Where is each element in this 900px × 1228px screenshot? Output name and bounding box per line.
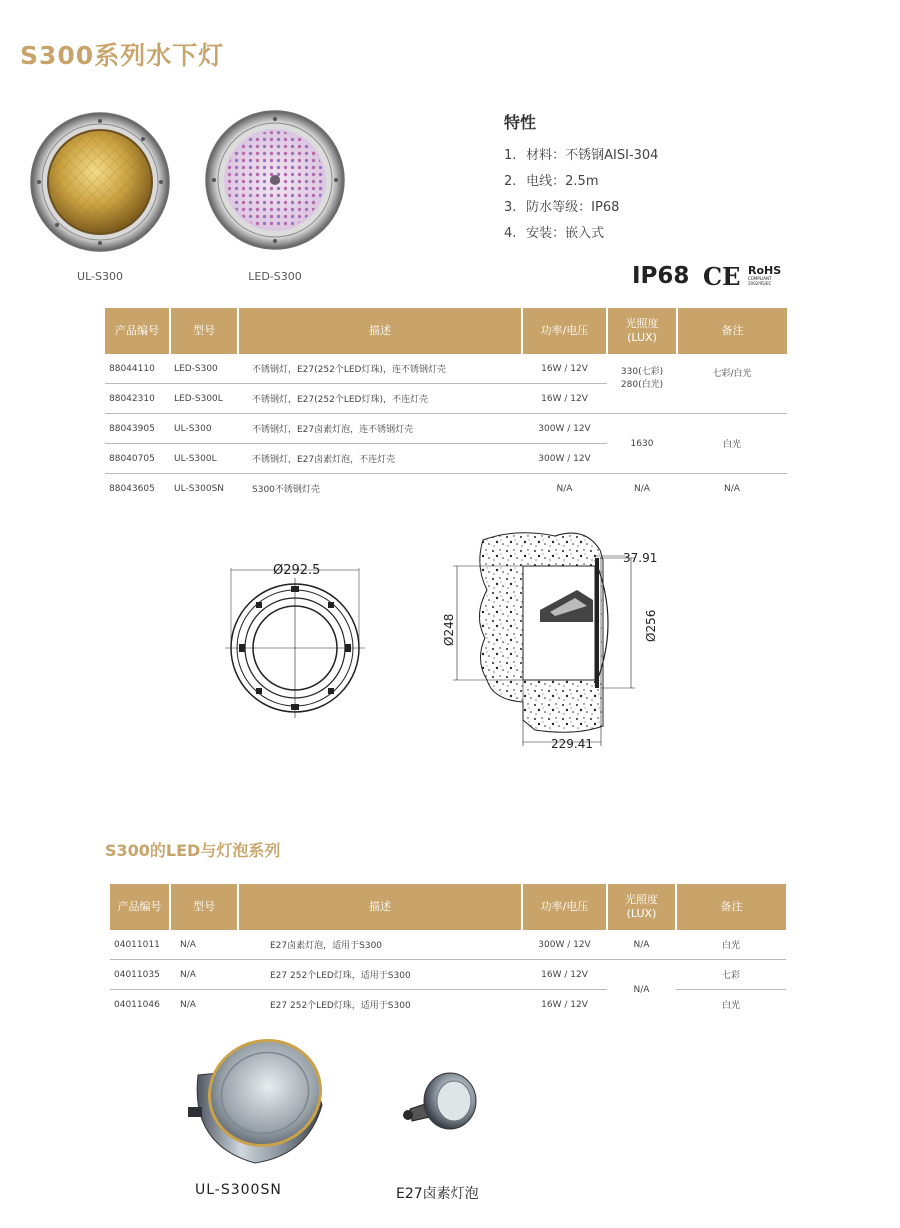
header-power: 功率/电压: [522, 308, 607, 354]
table-header-row: [105, 308, 787, 354]
table-row: 04011035 N/A E27 252个LED灯珠，适用于S300 16W / 12V N/A 七彩: [110, 960, 786, 990]
table-row: 04011046 N/A E27 252个LED灯珠，适用于S300 16W / 12V 白光: [114, 999, 740, 1011]
header-code: 产品编号: [105, 308, 170, 354]
rohs-mark-icon: RoHS COMPLIANT 2002/95/EC: [748, 264, 782, 286]
spec-table-s300: [105, 308, 787, 503]
dim-height-right: Ø256: [644, 609, 658, 642]
section2-title: S300的LED与灯泡系列: [105, 841, 281, 860]
feature-item: 2. 电线：2.5m: [504, 174, 599, 189]
side-view: [453, 533, 635, 746]
product-caption-led-s300: LED-S300: [248, 270, 302, 283]
product-caption-ul-s300: UL-S300: [77, 270, 123, 283]
page-title: S300系列水下灯: [20, 41, 225, 70]
table-row: 04011011 N/A E27卤素灯泡，适用于S300 300W / 12V N/A 白光: [110, 930, 786, 960]
table-row: 88042310 LED-S300L 不锈钢灯，E27(252个LED灯珠)，不连灯壳 16W / 12V: [105, 384, 787, 414]
lux-group2: 1630: [607, 414, 677, 474]
dim-depth-top: 37.91: [623, 551, 658, 565]
bottom-caption-ul-s300sn: UL-S300SN: [195, 1182, 282, 1198]
header-model: 型号: [170, 884, 238, 930]
e27-halogen-bulb-image: [400, 1065, 480, 1135]
note-group2: 白光: [677, 414, 787, 474]
dim-height-left: Ø248: [442, 613, 456, 646]
table-row: 88044110 LED-S300 不锈钢灯，E27(252个LED灯珠)，连不锈钢灯壳 16W / 12V 330(七彩) 280(白光) 七彩/白光: [105, 354, 787, 384]
features-title: 特性: [504, 113, 537, 132]
header-lux: 光照度 (LUX): [607, 308, 677, 354]
ce-mark-icon: CE: [703, 262, 741, 291]
features-list: [504, 146, 658, 250]
table-row: 88043905 UL-S300 不锈钢灯，E27卤素灯泡，连不锈钢灯壳 300W / 12V 1630 白光: [105, 414, 787, 444]
header-note: 备注: [677, 308, 787, 354]
lux-group: N/A: [633, 984, 650, 995]
table-row: 88040705 UL-S300L 不锈钢灯，E27卤素灯泡，不连灯壳 300W / 12V: [105, 444, 787, 474]
dim-depth-bottom: 229.41: [551, 737, 593, 751]
front-view: [225, 568, 365, 718]
feature-item: 4. 安装：嵌入式: [504, 226, 605, 241]
feature-item: 1. 材料：不锈钢AISI-304: [504, 148, 659, 163]
header-lux: 光照度 (LUX): [607, 884, 676, 930]
table-header-row: [110, 884, 786, 930]
led-s300-lamp-image: [205, 108, 345, 256]
feature-item: 3. 防水等级：IP68: [504, 200, 620, 215]
bottom-caption-e27-bulb: E27卤素灯泡: [396, 1186, 479, 1202]
header-note: 备注: [676, 884, 786, 930]
header-power: 功率/电压: [522, 884, 607, 930]
ip68-mark: IP68: [632, 263, 690, 289]
header-code: 产品编号: [110, 884, 170, 930]
lux-group1: 330(七彩) 280(白光): [607, 354, 677, 414]
dimension-drawing: [225, 520, 665, 760]
spec-table-led-bulb: [110, 884, 786, 1019]
ul-s300sn-housing-image: [180, 1035, 330, 1170]
dim-front-diameter: Ø292.5: [273, 563, 321, 578]
note-group1: 七彩/白光: [677, 354, 787, 414]
table-row: 88043605 UL-S300SN S300不锈钢灯壳 N/A N/A N/A: [109, 483, 740, 495]
header-desc: 描述: [238, 308, 522, 354]
header-model: 型号: [170, 308, 238, 354]
ul-s300-lamp-image: [30, 110, 170, 258]
header-desc: 描述: [238, 884, 522, 930]
